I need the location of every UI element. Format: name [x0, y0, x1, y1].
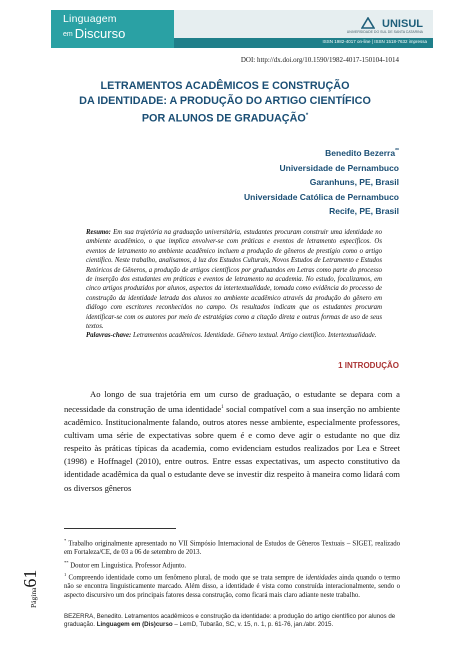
page-number-value: 61: [20, 569, 40, 588]
footnote-3: $^1$ Compreendo identidade como um fenômeno plural, de modo que se trata sempre de identidades ainda quando o termo não se encontra linguisticamente marcado. Além disso, a identidade é vista como construída interacionalmente, sendo o aspecto discursivo um dos principais fatores dessa construção, como ficará mais claro adiante neste trabalho.: [64, 572, 400, 600]
title-line-3: [50, 109, 400, 127]
abstract: [86, 228, 382, 341]
section-heading: 1 INTRODUÇÃO: [338, 361, 399, 370]
footer-journal: Linguagem em (Dis)curso: [96, 621, 173, 629]
author-affiliation-4: Recife, PE, Brasil: [329, 206, 399, 216]
title-line-2: DA IDENTIDADE: A PRODUÇÃO DO ARTIGO CIENTÍFICO: [79, 95, 371, 107]
footnote-divider: [64, 528, 176, 529]
keywords-text: Letramentos acadêmicos. Identidade. Gênero textual. Artigo científico. Intertextualidade.: [133, 332, 377, 340]
footnote-ref[interactable]: 1: [221, 405, 224, 411]
abstract-text: Em sua trajetória na graduação universitária, estudantes procuram construir uma identidade no ambiente acadêmico, o que implica envolver-se com práticas e eventos de letramento específicos. Os eventos de letramento no ambiente acadêmico incluem a produção de gêneros de prestígio como o artigo científico. Neste trabalho, analisamos, à luz dos Estudos Culturais, Novos Estudos de Letramento e Estudos Retóricos de Gêneros, a produção de artigos científicos por graduandos em Letras como parte do processo de inserção dos estudantes em práticas e eventos de letramento na academia. No estudo, focalizamos, em cinco artigos produzidos por alunos, aspectos da intertextualidade, tomada como evidência do processo de construção da identidade letrada dos alunos no ambiente acadêmico através da produção do gênero em diálogo com escritores reconhecidos no campo. Os resultados indicam que os estudantes procuram identificar-se com os autores por meio de estratégias como a citação direta e outras formas de uso de seus textos.: [86, 229, 382, 331]
author-affiliation-3: Universidade Católica de Pernambuco: [244, 192, 399, 202]
body-text: [64, 388, 400, 495]
title-line-3-text: POR ALUNOS DE GRADUAÇÃO: [141, 112, 306, 125]
paragraph: Ao longo de sua trajetória em um curso de graduação, o estudante se depara com a necessidade da construção de uma identidade$^1$ social compatível com a sua inserção no ambiente acadêmico. Institucionalmente falando, outros atores nesse ambiente, especialmente professores, cultivam uma série de expectativas sobre quem é e como deve agir o estudante no que diz respeito às práticas típicas da academia, como evidenciam estudos realizados por Lea e Street (1998) e Hoffnagel (2010), entre outros. Entre essas expectativas, um aspecto constitutivo da identidade acadêmica da qual o estudante deve se investir diz respeito à maneira como lidará com os diversos gêneros: [64, 389, 400, 493]
journal-logo: [51, 10, 174, 48]
publisher-subtitle: UNIVERSIDADE DO SUL DE SANTA CATARINA: [346, 30, 423, 34]
page-label: Página: [29, 587, 38, 608]
footnote-1: * Trabalho originalmente apresentado no VII Simpósio Internacional de Estudos de Gêneros Textuais – SIGET, realizado em Fortaleza/CE, de 03 a 06 de setembro de 2013.: [64, 538, 401, 557]
abstract-label: Resumo:: [86, 229, 111, 236]
keywords-label: Palavras-chave:: [86, 332, 132, 340]
doi: DOI: http://dx.doi.org/10.1590/1982-4017-150104-1014: [240, 56, 399, 64]
unisul-logo-icon: [361, 17, 375, 30]
journal-name-line1: Linguagem: [63, 13, 117, 25]
publisher-name: UNISUL: [382, 18, 423, 30]
footer-citation: BEZERRA, Benedito. Letramentos acadêmicos e construção da identidade: a produção do artigo científico por alunos de graduação. Linguagem em (Dis)curso – LemD, Tubarão, SC, v. 15, n. 1, p. 61-76, jan./abr. 2015.: [64, 613, 396, 629]
page-number: [20, 528, 44, 608]
author-affiliation-1: Universidade de Pernambuco: [279, 163, 399, 173]
issn: ISSN 1982-4017 on-line | ISSN 1518-7632 impressa: [322, 39, 427, 44]
author-name: Benedito Bezerra**: [325, 148, 399, 158]
author-footnote-marker: **: [395, 148, 399, 155]
journal-name-em: em: [63, 31, 73, 39]
journal-name-line2: Discurso: [74, 26, 126, 41]
title-line-1: LETRAMENTOS ACADÊMICOS E CONSTRUÇÃO: [100, 80, 350, 92]
journal-header: [51, 10, 433, 48]
title-footnote-marker: *: [305, 113, 309, 119]
author-affiliation-2: Garanhuns, PE, Brasil: [309, 177, 399, 187]
footnote-2: ** Doutor em Linguística. Professor Adjunto.: [64, 560, 187, 570]
